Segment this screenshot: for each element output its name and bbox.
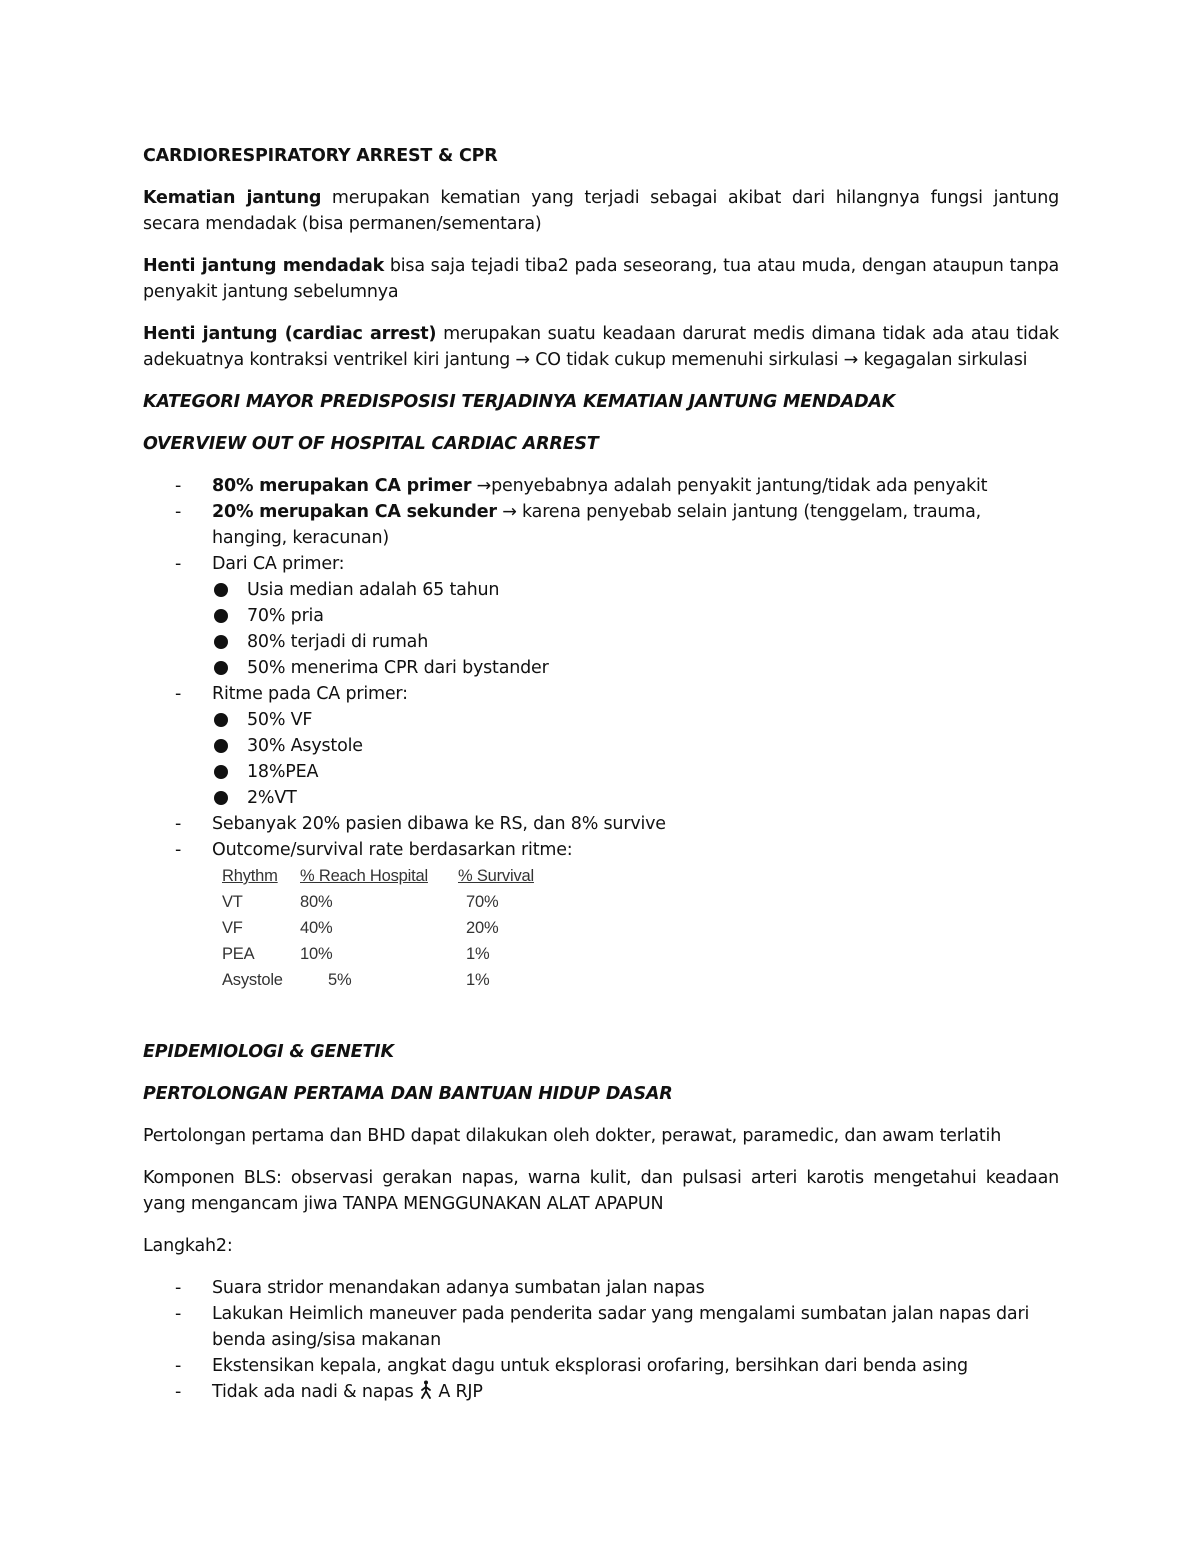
list-item — [143, 551, 1059, 681]
list-item-text: → karena penyebab selain jantung (tenggelam, trauma, hanging, keracunan) — [212, 502, 982, 548]
heading-pertolongan-pertama: PERTOLONGAN PERTAMA DAN BANTUAN HIDUP DASAR — [143, 1084, 673, 1104]
table-row — [222, 941, 548, 967]
table-cell: VT — [222, 893, 243, 911]
table-row — [222, 889, 548, 915]
paragraph-kematian-jantung — [143, 185, 1059, 237]
sub-list-item-text: 30% Asystole — [247, 736, 363, 756]
sub-list-item — [212, 577, 1059, 603]
sub-list-item-text: 70% pria — [247, 606, 324, 626]
table-cell: 40% — [300, 919, 333, 937]
dash-bullet: - — [175, 684, 182, 704]
circle-bullet-icon — [214, 635, 228, 649]
paragraph-text: bisa saja tejadi tiba2 pada seseorang, tua atau muda, dengan ataupun tanpa penyakit jantung sebelumnya — [143, 256, 1060, 302]
list-item — [143, 837, 1059, 993]
heading-kategori-mayor: KATEGORI MAYOR PREDISPOSISI TERJADINYA KEMATIAN JANTUNG MENDADAK — [143, 392, 896, 412]
paragraph-cardiac-arrest — [143, 321, 1059, 373]
term-bold: 80% merupakan CA primer — [212, 476, 472, 496]
paragraph-komponen-bls: Komponen BLS: observasi gerakan napas, warna kulit, dan pulsasi arteri karotis mengetahui keadaan yang mengancam jiwa TANPA MENGGUNAKAN ALAT APAPUN — [143, 1168, 1059, 1214]
table-cell: 80% — [300, 893, 333, 911]
circle-bullet-icon — [214, 583, 228, 597]
table-cell: 20% — [466, 919, 499, 937]
heading-epidemiologi: EPIDEMIOLOGI & GENETIK — [143, 1042, 394, 1062]
sub-list-item-text: 80% terjadi di rumah — [247, 632, 429, 652]
heading-overview: OVERVIEW OUT OF HOSPITAL CARDIAC ARREST — [143, 434, 599, 454]
term-bold: Kematian jantung — [143, 188, 322, 208]
circle-bullet-icon — [214, 609, 228, 623]
document-title: CARDIORESPIRATORY ARREST & CPR — [143, 146, 498, 166]
table-cell: PEA — [222, 945, 255, 963]
sub-list-item-text: 50% menerima CPR dari bystander — [247, 658, 549, 678]
list-item-text: Outcome/survival rate berdasarkan ritme: — [212, 840, 573, 860]
sub-list-item-text: Usia median adalah 65 tahun — [247, 580, 500, 600]
paragraph-henti-jantung-mendadak — [143, 253, 1059, 305]
sub-list-item — [212, 603, 1059, 629]
list-item — [143, 1275, 1059, 1301]
table-header: % Survival — [458, 867, 534, 885]
circle-bullet-icon — [214, 791, 228, 805]
steps-list — [143, 1275, 1059, 1405]
circle-bullet-icon — [214, 739, 228, 753]
list-item — [143, 499, 1059, 551]
list-item-text: A RJP — [432, 1382, 483, 1402]
sub-list-item — [212, 733, 1059, 759]
list-item — [143, 1353, 1059, 1379]
sub-list-item — [212, 759, 1059, 785]
list-item — [143, 811, 1059, 837]
list-item-text: Suara stridor menandakan adanya sumbatan jalan napas — [212, 1278, 705, 1298]
dash-bullet: - — [175, 554, 182, 574]
sub-list-item — [212, 655, 1059, 681]
document-page — [143, 143, 1059, 1421]
table-cell: 5% — [328, 971, 352, 989]
list-item-text: Tidak ada nadi & napas — [212, 1382, 419, 1402]
list-item — [143, 473, 1059, 499]
list-item-text: Lakukan Heimlich maneuver pada penderita sadar yang mengalami sumbatan jalan napas dari benda asing/sisa makanan — [212, 1304, 1030, 1350]
dash-bullet: - — [175, 476, 182, 496]
term-bold: Henti jantung (cardiac arrest) — [143, 324, 437, 344]
table-header: % Reach Hospital — [300, 867, 428, 885]
dash-bullet: - — [175, 840, 182, 860]
table-row — [222, 967, 548, 993]
circle-bullet-icon — [214, 661, 228, 675]
dash-bullet: - — [175, 502, 182, 522]
sub-list-item-text: 2%VT — [247, 788, 297, 808]
sub-list-item — [212, 629, 1059, 655]
circle-bullet-icon — [214, 713, 228, 727]
list-item-text: Dari CA primer: — [212, 554, 345, 574]
list-item-text: Ritme pada CA primer: — [212, 684, 408, 704]
person-walking-icon — [419, 1380, 433, 1400]
list-item — [143, 681, 1059, 811]
sub-list — [212, 707, 1059, 811]
circle-bullet-icon — [214, 765, 228, 779]
paragraph-bhd: Pertolongan pertama dan BHD dapat dilakukan oleh dokter, perawat, paramedic, dan awam terlatih — [143, 1126, 1002, 1146]
dash-bullet: - — [175, 1304, 182, 1324]
list-item-text: →penyebabnya adalah penyakit jantung/tidak ada penyakit — [471, 476, 988, 496]
dash-bullet: - — [175, 1278, 182, 1298]
table-cell: Asystole — [222, 971, 283, 989]
sub-list-item-text: 18%PEA — [247, 762, 319, 782]
table-header-row — [222, 863, 548, 889]
spacer — [143, 1009, 1059, 1039]
paragraph-text: merupakan kematian yang terjadi sebagai akibat dari hilangnya fungsi jantung secara mendadak (bisa permanen/sementara) — [143, 188, 1059, 234]
survival-table — [222, 863, 548, 993]
table-cell: 1% — [466, 971, 490, 989]
overview-list — [143, 473, 1059, 993]
term-bold: 20% merupakan CA sekunder — [212, 502, 497, 522]
table-cell: VF — [222, 919, 243, 937]
list-item — [143, 1379, 1059, 1405]
dash-bullet: - — [175, 814, 182, 834]
table-cell: 10% — [300, 945, 333, 963]
list-item — [143, 1301, 1059, 1353]
term-bold: Henti jantung mendadak — [143, 256, 385, 276]
sub-list — [212, 577, 1059, 681]
paragraph-langkah: Langkah2: — [143, 1236, 233, 1256]
list-item-text: Ekstensikan kepala, angkat dagu untuk eksplorasi orofaring, bersihkan dari benda asing — [212, 1356, 968, 1376]
sub-list-item-text: 50% VF — [247, 710, 313, 730]
table-cell: 70% — [466, 893, 499, 911]
sub-list-item — [212, 785, 1059, 811]
table-cell: 1% — [466, 945, 490, 963]
dash-bullet: - — [175, 1356, 182, 1376]
table-header: Rhythm — [222, 867, 278, 885]
list-item-text: Sebanyak 20% pasien dibawa ke RS, dan 8% survive — [212, 814, 666, 834]
sub-list-item — [212, 707, 1059, 733]
paragraph-text: merupakan suatu keadaan darurat medis dimana tidak ada atau tidak adekuatnya kontraksi ventrikel kiri jantung → CO tidak cukup memenuhi sirkulasi → kegagalan sirkulasi — [143, 324, 1059, 370]
table-row — [222, 915, 548, 941]
dash-bullet: - — [175, 1382, 182, 1402]
